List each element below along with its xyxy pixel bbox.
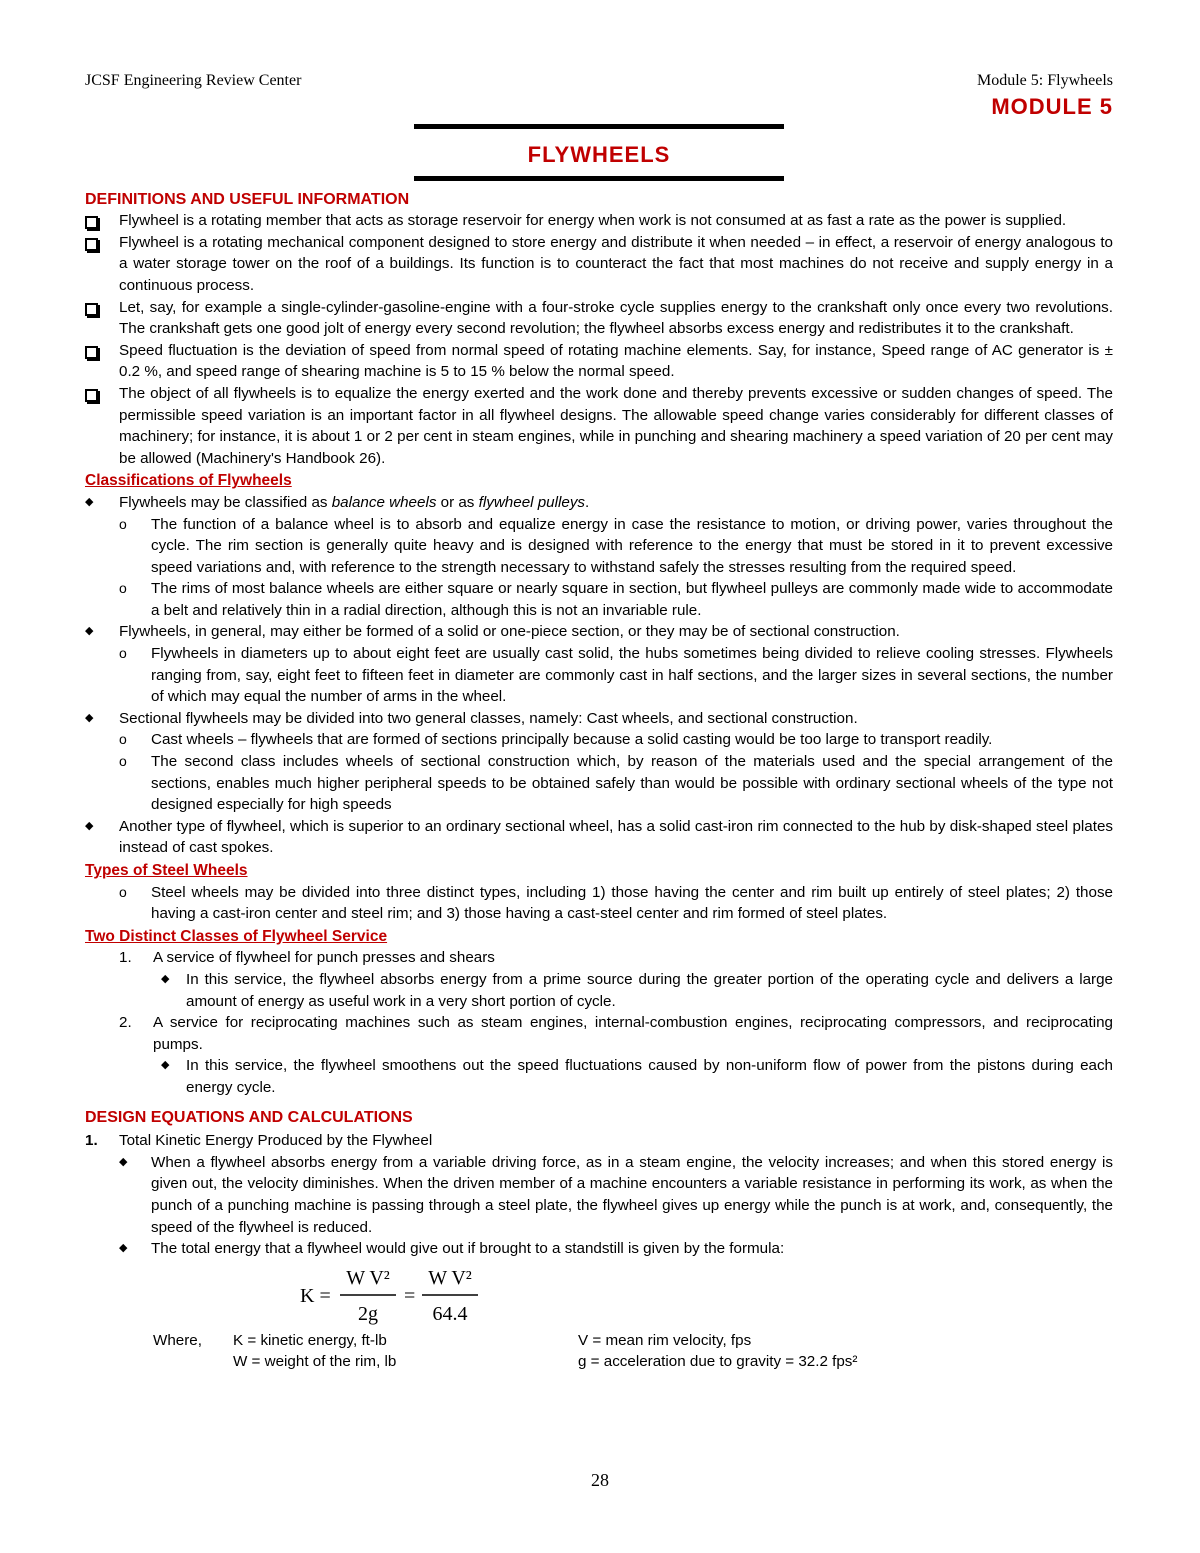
list-item: o Steel wheels may be divided into three distinct types, including 1) those having the center and rim built up entirely of steel plates; 2) those having a cast-iron center and steel rim; and 3) those having a cast-steel center and rim formed of steel plates. — [119, 883, 1113, 923]
circle-bullet-icon: o — [119, 883, 127, 900]
checkbox-bullet-icon — [85, 389, 98, 402]
header-left: JCSF Engineering Review Center — [85, 72, 302, 89]
formula-den2: 64.4 — [432, 1302, 468, 1325]
formula-lhs: K = — [300, 1284, 331, 1307]
checkbox-bullet-icon — [85, 303, 98, 316]
formula-den1: 2g — [358, 1302, 378, 1325]
formula-num1: W V² — [346, 1266, 390, 1289]
service-heading: Two Distinct Classes of Flywheel Service — [85, 927, 388, 945]
where-right-2: g = acceleration due to gravity = 32.2 fps² — [578, 1353, 858, 1371]
design-heading: DESIGN EQUATIONS AND CALCULATIONS — [85, 1108, 413, 1126]
formula-svg — [300, 1260, 500, 1330]
list-item: Flywheel is a rotating mechanical component designed to store energy and distribute it when needed – in effect, a reservoir of energy analogous to a water storage tower on the roof of a buildings. Its function is to counteract the fact that most machines do not receive and supply energy in a continuous process. — [85, 232, 1113, 297]
title-rule-bottom — [414, 176, 784, 181]
diamond-bullet-icon: ◆ — [85, 711, 94, 724]
diamond-bullet-icon: ◆ — [85, 819, 94, 832]
where-left-2: W = weight of the rim, lb — [233, 1353, 397, 1371]
list-item: 1. A service of flywheel for punch presses and shears — [119, 949, 495, 967]
page-number: 28 — [591, 1470, 609, 1490]
diamond-bullet-icon: ◆ — [119, 1155, 128, 1168]
equation-title: 1. Total Kinetic Energy Produced by the Flywheel — [85, 1132, 433, 1150]
list-item: o The second class includes wheels of sectional construction which, by reason of the materials used and the special arrangement of the sections, enables much higher peripheral speeds to be obtained safely than would be possible with ordinary sectional wheels of the type not designed especially for high speeds — [119, 753, 1113, 814]
list-item: o Cast wheels – flywheels that are formed of sections principally because a solid casting would be too large to transport readily. — [85, 729, 1113, 751]
diamond-bullet-icon: ◆ — [85, 495, 94, 508]
where-label-spacer — [85, 1351, 233, 1373]
list-item: ◆ Flywheels may be classified as balance wheels or as flywheel pulleys. — [85, 492, 1113, 514]
checkbox-bullet-icon — [85, 346, 98, 359]
checkbox-bullet-icon — [85, 238, 98, 251]
checkbox-bullet-icon — [85, 216, 98, 229]
list-item: o The function of a balance wheel is to absorb and equalize energy in case the resistance to motion, or driving power, varies throughout the cycle. The rim section is generally quite heavy and is designed with reference to the energy that must be stored in it to prevent excessive speed variations and, with reference to the strength necessary to withstand safely the stresses resulting from the required speed. — [119, 515, 1113, 576]
list-item: Let, say, for example a single-cylinder-gasoline-engine with a four-stroke cycle supplies energy to the crankshaft only once every two revolutions. The crankshaft gets one good jolt of energy every second revolution; the flywheel absorbs excess energy and redistributes it to the crankshaft. — [85, 297, 1113, 340]
steel-wheels-heading: Types of Steel Wheels — [85, 862, 248, 879]
circle-bullet-icon: o — [119, 645, 127, 662]
formula-eq: = — [404, 1284, 416, 1307]
list-item: ◆ Another type of flywheel, which is superior to an ordinary sectional wheel, has a solid cast-iron rim connected to the hub by disk-shaped steel plates instead of cast spokes. — [85, 817, 1113, 857]
list-item: The object of all flywheels is to equalize the energy exerted and the work done and thereby prevents excessive or sudden changes of speed. The permissible speed variation is an important factor in all flywheel designs. The allowable speed change varies considerably for different classes of machinery; for instance, it is about 1 or 2 per cent in steam engines, while in punching and shearing machinery a speed variation of 20 per cent may be allowed (Machinery's Handbook 26). — [85, 383, 1113, 469]
where-label: Where, — [153, 1331, 202, 1349]
diamond-bullet-icon: ◆ — [161, 1059, 170, 1072]
circle-bullet-icon: o — [119, 580, 127, 597]
document-page — [85, 70, 1113, 1373]
list-item: o Flywheels in diameters up to about eight feet are usually cast solid, the hubs sometimes being divided to relieve cooling stresses. Flywheels ranging from, say, eight feet to fifteen feet in diameter are commonly cast in half sections, and the larger sizes in several sections, the number of which may equal the number of arms in the wheel. — [119, 645, 1113, 706]
classifications-heading: Classifications of Flywheels — [85, 472, 292, 490]
kinetic-energy-formula — [300, 1260, 1113, 1330]
formula-num2: W V² — [428, 1266, 472, 1289]
where-right-1: V = mean rim velocity, fps — [578, 1331, 752, 1349]
where-row-1 — [85, 1330, 1113, 1352]
list-item: ◆ When a flywheel absorbs energy from a variable driving force, as in a steam engine, the velocity increases; and when this stored energy is given out, the velocity diminishes. When the driven member of a machine encounters a variable resistance in performing its work, as when the punch of a punching machine is passing through a steel plate, the flywheel gives up energy while the punch is at work, and, consequently, the speed of the flywheel is reduced. — [119, 1153, 1113, 1236]
list-item: Flywheel is a rotating member that acts as storage reservoir for energy when work is not consumed at as fast a rate as the power is supplied. — [85, 210, 1113, 232]
header-right: Module 5: Flywheels — [977, 72, 1113, 89]
list-item: o The rims of most balance wheels are either square or nearly square in section, but flywheel pulleys are commonly made wide to accommodate a belt and relatively thin in a radial direction, although this is not an invariable rule. — [119, 580, 1113, 619]
list-item: ◆ The total energy that a flywheel would give out if brought to a standstill is given by the formula: — [85, 1238, 1113, 1260]
definitions-heading: DEFINITIONS AND USEFUL INFORMATION — [85, 190, 410, 208]
circle-bullet-icon: o — [119, 515, 127, 532]
diamond-bullet-icon: ◆ — [85, 625, 94, 638]
list-item: Speed fluctuation is the deviation of speed from normal speed of rotating machine elements. Say, for instance, Speed range of AC generator is ± 0.2 %, and speed range of shearing machine is 5 to 15 % below the normal speed. — [85, 340, 1113, 383]
where-row-2 — [85, 1351, 1113, 1373]
list-item: ◆ In this service, the flywheel smoothens out the speed fluctuations caused by non-uniform flow of power from the pistons during each energy cycle. — [161, 1057, 1113, 1096]
definitions-list — [85, 210, 1113, 469]
module-label: MODULE 5 — [991, 94, 1113, 119]
circle-bullet-icon: o — [119, 731, 127, 748]
page-title: FLYWHEELS — [527, 142, 671, 167]
circle-bullet-icon: o — [119, 753, 127, 770]
where-left-1: K = kinetic energy, ft-lb — [233, 1331, 387, 1349]
list-item: ◆ Sectional flywheels may be divided into two general classes, namely: Cast wheels, and sectional construction. — [85, 708, 1113, 730]
diamond-bullet-icon: ◆ — [161, 972, 170, 985]
list-item: 2. A service for reciprocating machines such as steam engines, internal-combustion engines, reciprocating compressors, and reciprocating pumps. — [119, 1014, 1113, 1053]
list-item: ◆ In this service, the flywheel absorbs energy from a prime source during the greater portion of the operating cycle and delivers a large amount of energy as useful work in a very short portion of cycle. — [161, 970, 1113, 1010]
page-header — [85, 70, 1113, 94]
list-item: ◆ Flywheels, in general, may either be formed of a solid or one-piece section, or they may be of sectional construction. — [85, 621, 1113, 643]
diamond-bullet-icon: ◆ — [119, 1242, 128, 1255]
